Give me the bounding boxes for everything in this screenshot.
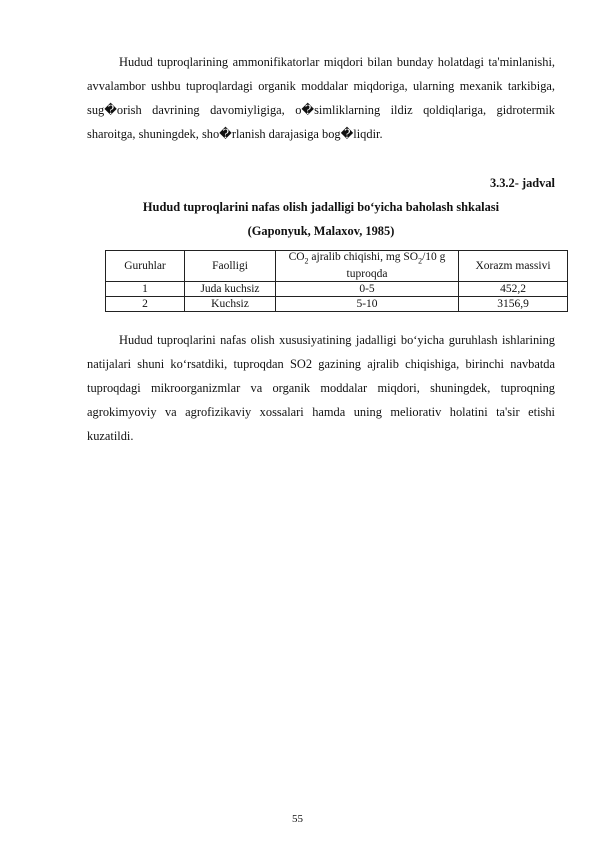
cell-group: 1 xyxy=(106,282,185,297)
respiration-scale-table xyxy=(105,250,568,312)
table-number: 3.3.2- jadval xyxy=(489,176,555,190)
cell-group: 2 xyxy=(106,297,185,312)
header-co2-post: /10 g tuproqda xyxy=(346,251,446,280)
cell-xorazm: 3156,9 xyxy=(459,297,568,312)
table-caption-title: Hudud tuproqlarini nafas olish jadalligi boʻyicha baholash shkalasi xyxy=(142,200,500,214)
cell-activity: Kuchsiz xyxy=(185,297,276,312)
header-co2-pre: CO xyxy=(288,251,305,264)
cell-co2: 0-5 xyxy=(276,282,459,297)
table-row xyxy=(106,297,568,312)
cell-co2: 5-10 xyxy=(276,297,459,312)
header-xorazm: Xorazm massivi xyxy=(459,251,568,282)
header-co2-mid: ajralib chiqishi, mg SO xyxy=(308,251,419,264)
cell-xorazm: 452,2 xyxy=(459,282,568,297)
cell-activity: Juda kuchsiz xyxy=(185,282,276,297)
header-groups: Guruhlar xyxy=(106,251,185,282)
table-header-row xyxy=(106,251,568,282)
header-co2-sub2: 2 xyxy=(418,256,423,266)
header-co2 xyxy=(276,251,459,282)
paragraph-results: Hudud tuproqlarini nafas olish xususiyatining jadalligi boʻyicha guruhlash ishlarining natijalari shuni koʻrsatdiki, tuproqdan SO2 gazining ajralib chiqishiga, birinchi navbatda tuproqdagi mikroorganizmlar va organik moddalar miqdori, shuningdek, tuproqning agrokimyoviy va agrofizikaviy xossalari hamda uning meliorativ holatini ta'sir etishi kuzatildi. xyxy=(87,333,555,443)
table-caption-source: (Gaponyuk, Malaxov, 1985) xyxy=(247,224,395,238)
page-number: 55 xyxy=(292,813,303,825)
table-row xyxy=(106,282,568,297)
header-co2-sub1: 2 xyxy=(304,256,309,266)
header-activity: Faolligi xyxy=(185,251,276,282)
paragraph-intro: Hudud tuproqlarining ammonifikatorlar miqdori bilan bunday holatdagi ta'minlanishi, avvalambor ushbu tuproqlardagi organik moddalar miqdoriga, ularning mexanik tarkibiga, sug�orish davrining davomiyligiga, o�simliklarning ildiz qoldiqlariga, gidrotermik sharoitga, shuningdek, sho�rlanish darajasiga bog�liqdir. xyxy=(87,55,555,141)
